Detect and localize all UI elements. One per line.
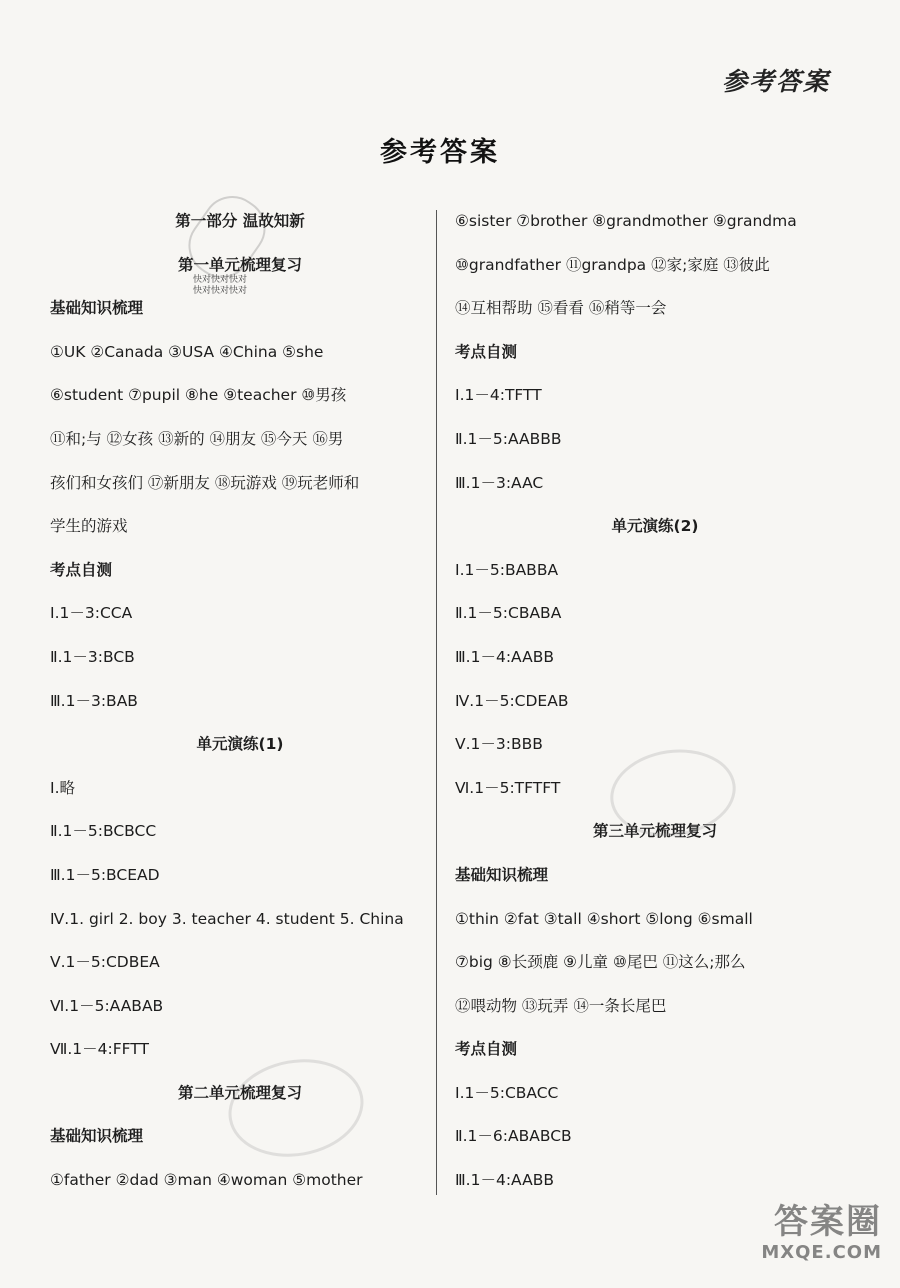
- corner-title: 参考答案: [721, 67, 830, 96]
- answer-line: ⑦big ⑧长颈鹿 ⑨儿童 ⑩尾巴 ⑪这么;那么: [455, 953, 746, 972]
- answer-line: ①thin ②fat ③tall ④short ⑤long ⑥small: [455, 909, 753, 928]
- section-heading: 第二单元梳理复习: [177, 1083, 302, 1102]
- subsection-heading: 基础知识梳理: [455, 865, 549, 884]
- answer-line: Ⅵ.1－5:AABAB: [50, 996, 164, 1015]
- answer-line: Ⅲ.1－3:AAC: [455, 473, 544, 492]
- answer-line: Ⅰ.略: [50, 778, 75, 797]
- handwritten-note-line: 快对快对快对: [193, 275, 248, 285]
- section-heading: 第一单元梳理复习: [177, 255, 302, 274]
- subsection-heading: 基础知识梳理: [50, 299, 144, 318]
- answer-line: Ⅲ.1－4:AABB: [455, 1171, 554, 1190]
- watermark-text: 答案圈: [774, 1202, 882, 1242]
- answer-line: Ⅰ.1－3:CCA: [50, 604, 133, 623]
- answer-line: ⑪和;与 ⑫女孩 ⑬新的 ⑭朋友 ⑮今天 ⑯男: [50, 429, 344, 448]
- answer-line: Ⅲ.1－5:BCEAD: [50, 865, 160, 884]
- answer-line: Ⅰ.1－4:TFTT: [455, 386, 542, 405]
- answer-line: ⑥sister ⑦brother ⑧grandmother ⑨grandma: [455, 212, 797, 230]
- answer-line: Ⅱ.1－5:BCBCC: [50, 822, 157, 841]
- left-column: [50, 200, 430, 1203]
- answer-line: ⑥student ⑦pupil ⑧he ⑨teacher ⑩男孩: [50, 386, 347, 405]
- page-title: 参考答案: [380, 137, 500, 168]
- answer-line: ⑩grandfather ⑪grandpa ⑫家;家庭 ⑬彼此: [455, 255, 770, 274]
- answer-line: Ⅰ.1－5:CBACC: [455, 1083, 559, 1102]
- answer-line: Ⅶ.1－4:FFTT: [50, 1040, 149, 1059]
- answer-line: Ⅱ.1－5:AABBB: [455, 429, 562, 448]
- subsection-heading: 考点自测: [455, 1040, 518, 1059]
- subsection-heading: 基础知识梳理: [50, 1127, 144, 1146]
- answer-line: ①UK ②Canada ③USA ④China ⑤she: [50, 342, 324, 361]
- answer-line: Ⅵ.1－5:TFTFT: [455, 778, 561, 797]
- answer-line: 孩们和女孩们 ⑰新朋友 ⑱玩游戏 ⑲玩老师和: [50, 473, 360, 492]
- subsection-heading: 考点自测: [455, 342, 518, 361]
- answer-line: Ⅲ.1－3:BAB: [50, 691, 138, 710]
- answer-line: Ⅳ.1－5:CDEAB: [455, 691, 569, 710]
- section-heading: 单元演练(2): [611, 517, 699, 536]
- answer-line: Ⅲ.1－4:AABB: [455, 647, 554, 666]
- answer-line: ⑭互相帮助 ⑮看看 ⑯稍等一会: [455, 299, 667, 318]
- subsection-heading: 考点自测: [50, 560, 113, 579]
- right-column: [455, 200, 855, 1203]
- answer-line: Ⅴ.1－3:BBB: [455, 735, 543, 754]
- watermark-url: MXQE.COM: [761, 1242, 882, 1263]
- answer-line: Ⅱ.1－5:CBABA: [455, 604, 562, 623]
- answer-line: Ⅴ.1－5:CDBEA: [50, 953, 160, 972]
- section-heading: 单元演练(1): [196, 735, 284, 754]
- section-heading: 第三单元梳理复习: [592, 822, 717, 841]
- answer-line: Ⅳ.1. girl 2. boy 3. teacher 4. student 5. China: [50, 909, 404, 928]
- answer-line: ⑫喂动物 ⑬玩弄 ⑭一条长尾巴: [455, 996, 667, 1015]
- answer-line: Ⅱ.1－6:ABABCB: [455, 1127, 572, 1146]
- answer-line: ①father ②dad ③man ④woman ⑤mother: [50, 1171, 363, 1190]
- watermark-logo: [732, 1202, 882, 1282]
- answer-line: Ⅱ.1－3:BCB: [50, 647, 135, 666]
- answer-line: Ⅰ.1－5:BABBA: [455, 560, 559, 579]
- section-heading: 第一部分 温故知新: [175, 212, 305, 230]
- answer-line: 学生的游戏: [50, 517, 128, 536]
- handwritten-note-line: 快对快对快对: [193, 286, 248, 296]
- column-divider: [436, 210, 437, 1195]
